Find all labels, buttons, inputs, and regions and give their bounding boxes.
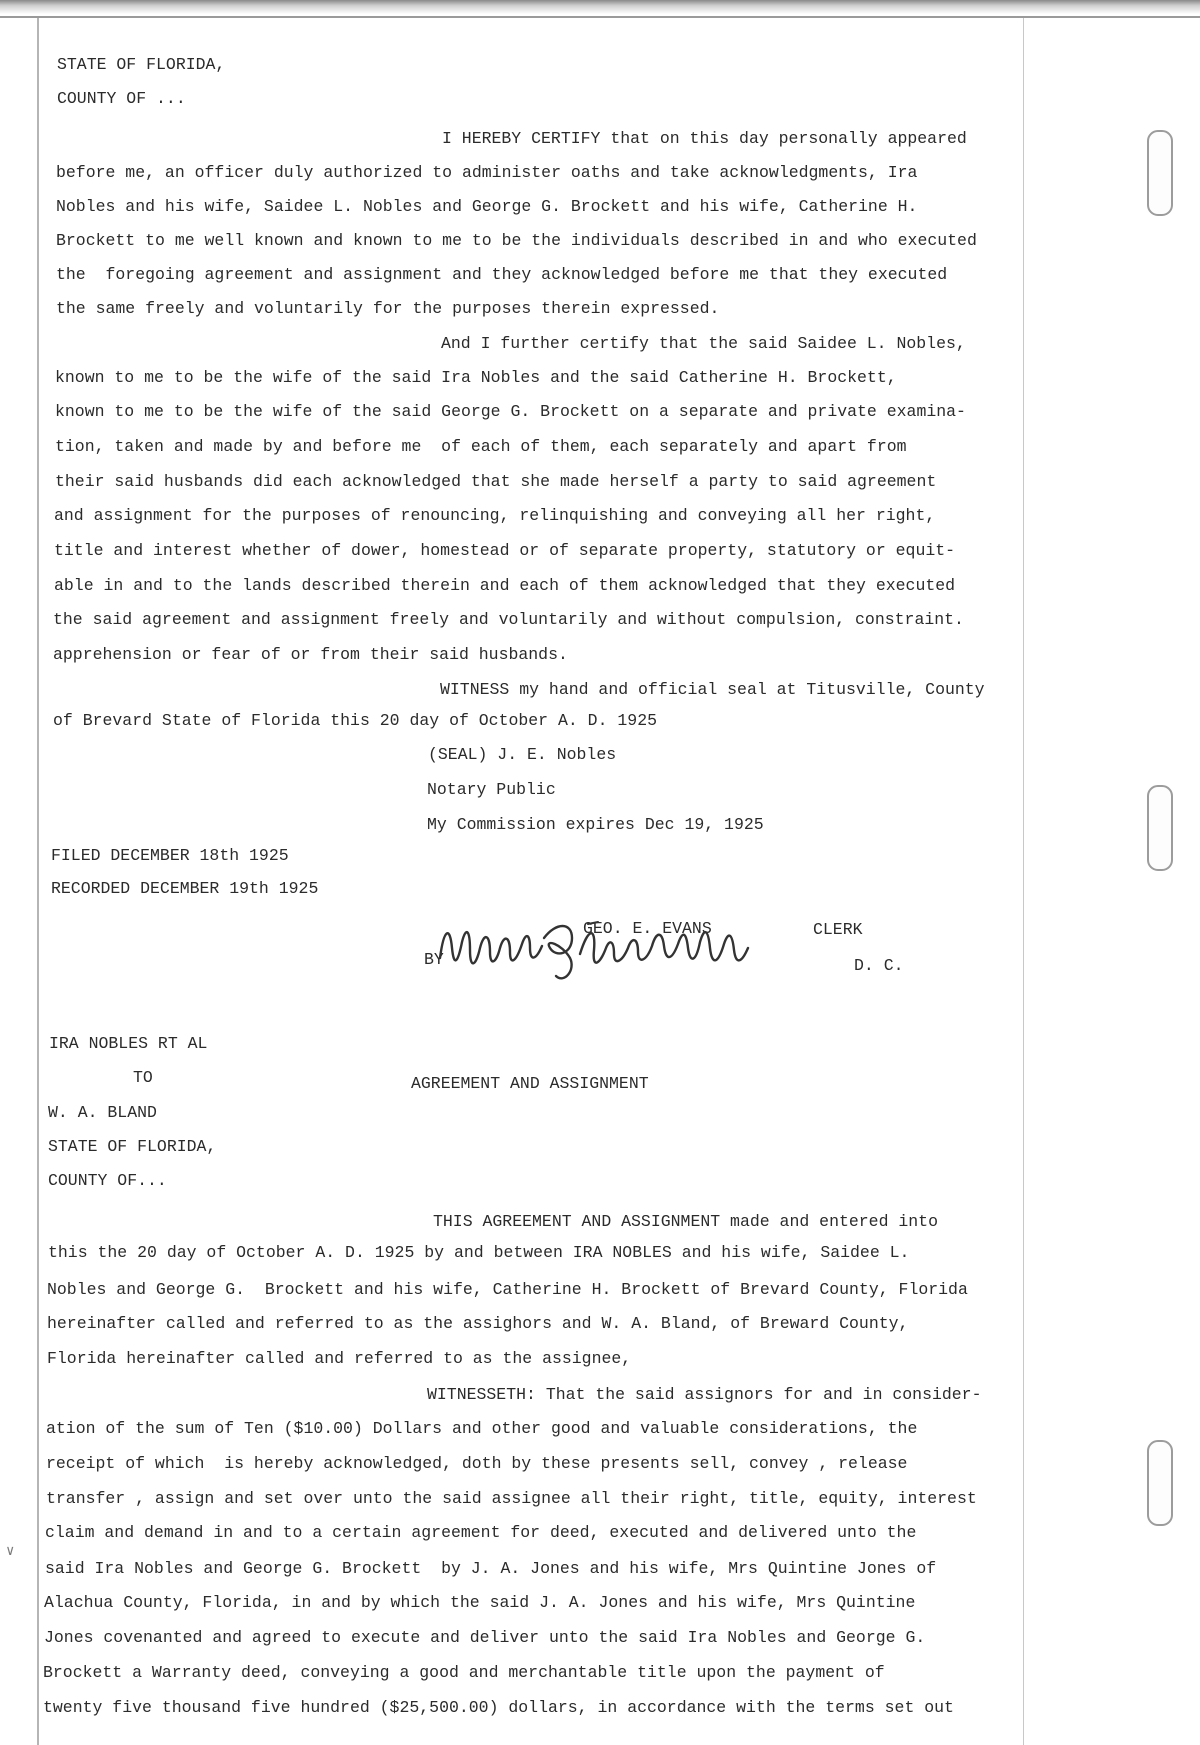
agreement-line-4: hereinafter called and referred to as the assighors and W. A. Bland, of Breward County, xyxy=(47,1314,909,1333)
cert-line-2: known to me to be the wife of the said Ira Nobles and the said Catherine H. Brockett, xyxy=(55,368,897,387)
document-title: AGREEMENT AND ASSIGNMENT xyxy=(411,1074,649,1093)
ack-line-6: the same freely and voluntarily for the purposes therein expressed. xyxy=(56,299,720,318)
witnesseth-line-5: claim and demand in and to a certain agreement for deed, executed and delivered unto the xyxy=(45,1523,917,1542)
deputy-clerk-label: D. C. xyxy=(854,956,904,975)
agreement-line-5: Florida hereinafter called and referred to as the assignee, xyxy=(47,1349,632,1368)
cert-line-9: the said agreement and assignment freely and voluntarily and without compulsion, constraint. xyxy=(53,610,964,629)
witnesseth-line-9: Brockett a Warranty deed, conveying a good and merchantable title upon the payment of xyxy=(43,1663,885,1682)
witnesseth-line-4: transfer , assign and set over unto the said assignee all their right, title, equity, interest xyxy=(46,1489,977,1508)
notary-seal: (SEAL) J. E. Nobles xyxy=(428,745,617,764)
ack-line-5: the foregoing agreement and assignment and they acknowledged before me that they executed xyxy=(56,265,948,284)
witnesseth-line-3: receipt of which is hereby acknowledged, doth by these presents sell, convey , release xyxy=(46,1454,908,1473)
by-label: BY xyxy=(424,950,444,969)
filed-date: FILED DECEMBER 18th 1925 xyxy=(51,846,289,865)
witnesseth-line-2: ation of the sum of Ten ($10.00) Dollars and other good and valuable considerations, the xyxy=(46,1419,918,1438)
party-assignee: W. A. BLAND xyxy=(48,1103,157,1122)
cert-line-7: title and interest whether of dower, homestead or of separate property, statutory or equit- xyxy=(54,541,956,560)
witness-line-1: WITNESS my hand and official seal at Titusville, County xyxy=(440,680,985,699)
cert-line-8: able in and to the lands described therein and each of them acknowledged that they executed xyxy=(54,576,956,595)
recorded-date: RECORDED DECEMBER 19th 1925 xyxy=(51,879,319,898)
page-top-edge xyxy=(0,0,1200,14)
left-margin-rule xyxy=(37,18,39,1745)
ack-line-3: Nobles and his wife, Saidee L. Nobles and George G. Brockett and his wife, Catherine H. xyxy=(56,197,918,216)
binder-hole-top xyxy=(1147,130,1173,216)
clerk-name: GEO. E. EVANS xyxy=(583,919,712,938)
page-top-rule xyxy=(0,16,1200,18)
party-to: TO xyxy=(133,1068,153,1087)
witnesseth-line-6: said Ira Nobles and George G. Brockett by J. A. Jones and his wife, Mrs Quintine Jones of xyxy=(45,1559,937,1578)
heading-state-2: STATE OF FLORIDA, xyxy=(48,1137,217,1156)
agreement-line-3: Nobles and George G. Brockett and his wife, Catherine H. Brockett of Brevard County, Florida xyxy=(47,1280,968,1299)
agreement-line-1: THIS AGREEMENT AND ASSIGNMENT made and entered into xyxy=(433,1212,938,1231)
margin-mark: ∨ xyxy=(6,1544,15,1560)
witness-line-2: of Brevard State of Florida this 20 day of October A. D. 1925 xyxy=(53,711,657,730)
heading-county: COUNTY OF ... xyxy=(57,89,186,108)
ack-line-2: before me, an officer duly authorized to administer oaths and take acknowledgments, Ira xyxy=(56,163,918,182)
witnesseth-line-8: Jones covenanted and agreed to execute and deliver unto the said Ira Nobles and George G. xyxy=(44,1628,926,1647)
cert-line-5: their said husbands did each acknowledged that she made herself a party to said agreement xyxy=(55,472,937,491)
cert-line-3: known to me to be the wife of the said George G. Brockett on a separate and private examina- xyxy=(55,402,966,421)
clerk-title: CLERK xyxy=(813,920,863,939)
cert-line-10: apprehension or fear of or from their said husbands. xyxy=(53,645,568,664)
notary-title: Notary Public xyxy=(427,780,556,799)
cert-line-6: and assignment for the purposes of renouncing, relinquishing and conveying all her right, xyxy=(54,506,936,525)
witnesseth-line-7: Alachua County, Florida, in and by which the said J. A. Jones and his wife, Mrs Quintine xyxy=(44,1593,916,1612)
notary-commission: My Commission expires Dec 19, 1925 xyxy=(427,815,764,834)
cert-line-1: And I further certify that the said Saidee L. Nobles, xyxy=(441,334,966,353)
deputy-clerk-signature xyxy=(432,918,792,986)
binder-hole-middle xyxy=(1147,785,1173,871)
witnesseth-line-1: WITNESSETH: That the said assignors for and in consider- xyxy=(427,1385,982,1404)
ack-line-4: Brockett to me well known and known to me to be the individuals described in and who executed xyxy=(56,231,977,250)
ack-line-1: I HEREBY CERTIFY that on this day personally appeared xyxy=(442,129,967,148)
heading-county-2: COUNTY OF... xyxy=(48,1171,167,1190)
right-margin-rule xyxy=(1023,18,1024,1745)
binder-hole-bottom xyxy=(1147,1440,1173,1526)
party-assignors: IRA NOBLES RT AL xyxy=(49,1034,208,1053)
witnesseth-line-10: twenty five thousand five hundred ($25,500.00) dollars, in accordance with the terms set out xyxy=(43,1698,954,1717)
cert-line-4: tion, taken and made by and before me of each of them, each separately and apart from xyxy=(55,437,907,456)
agreement-line-2: this the 20 day of October A. D. 1925 by and between IRA NOBLES and his wife, Saidee L. xyxy=(48,1243,910,1262)
heading-state: STATE OF FLORIDA, xyxy=(57,55,226,74)
